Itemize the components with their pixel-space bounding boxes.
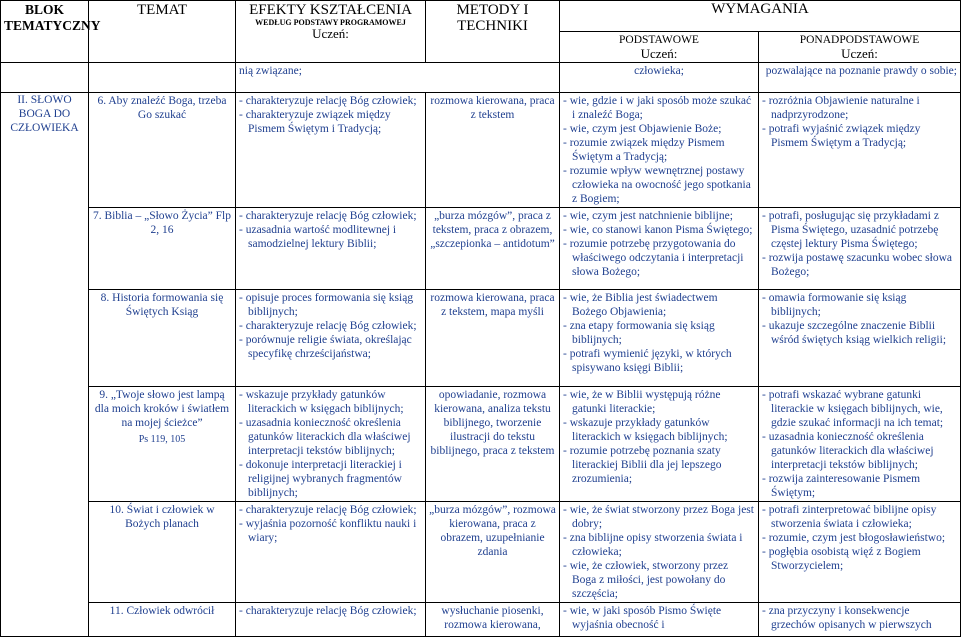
metody-cell [426, 387, 560, 502]
topic-cell [89, 387, 236, 502]
header-efekty-title: EFEKTY KSZTAŁCENIA [249, 2, 412, 18]
metody-cell [426, 208, 560, 290]
cont-ponad [759, 63, 961, 93]
list-item: - wie, że człowiek, stworzony przez Boga z miłości, jest powołany do szczęścia; [563, 559, 755, 601]
list-item: - potrafi wymienić języki, w których spisywano księgi Biblii; [563, 347, 755, 375]
podstawowe-cell [560, 502, 759, 603]
table-row [1, 603, 961, 637]
list-item: - uzasadnia konieczność określenia gatunków literackich dla właściwej interpretacji tekstów biblijnych; [239, 416, 422, 458]
continuation-row [1, 63, 961, 93]
list-item: - rozwija postawę szacunku wobec słowa Bożego; [762, 251, 957, 279]
metody-text: opowiadanie, rozmowa kierowana, analiza tekstu biblijnego, tworzenie ilustracji do tekstu biblijnego, praca z tekstem [430, 389, 555, 457]
efekty-cell [236, 290, 426, 387]
list-item: - charakteryzuje relację Bóg człowiek; [239, 503, 422, 517]
topic-title: 7. Biblia – „Słowo Życia” Flp 2, 16 [93, 210, 231, 236]
list-item: - rozumie związek między Pismem Świętym a Tradycją; [563, 136, 755, 164]
list-item: - potrafi, posługując się przykładami z Pisma Świętego, uzasadnić potrzebę częstej lektury Pisma Świętego; [762, 209, 957, 251]
list-item: - charakteryzuje relację Bóg człowiek; [239, 209, 422, 223]
list-item: - charakteryzuje związek między Pismem Świętym i Tradycją; [239, 108, 422, 136]
efekty-cell [236, 208, 426, 290]
list-item: - potrafi wskazać wybrane gatunki literackie w księgach biblijnych, wie, gdzie szukać informacji na ich temat; [762, 388, 957, 430]
header-row [1, 1, 961, 32]
list-item: - potrafi zinterpretować biblijne opisy stworzenia świata i człowieka; [762, 503, 957, 531]
podstawowe-cell [560, 603, 759, 637]
podstawowe-cell [560, 208, 759, 290]
header-podstawowe-uczen: Uczeń: [640, 46, 678, 61]
list-item: - wie, czym jest natchnienie biblijne; [563, 209, 755, 223]
header-efekty-sub: WEDŁUG PODSTAWY PROGRAMOWEJ [255, 18, 406, 27]
list-item: - rozwija zainteresowanie Pismem Świętym; [762, 472, 957, 500]
list-item: - wie, gdzie i w jaki sposób może szukać i znaleźć Boga; [563, 94, 755, 122]
metody-cell [426, 603, 560, 637]
list-item: - wskazuje przykłady gatunków literackich w księgach biblijnych; [239, 388, 422, 416]
list-item: - zna przyczyny i konsekwencje grzechów opisanych w pierwszych [762, 604, 957, 632]
list-item: - rozumie, czym jest błogosławieństwo; [762, 531, 957, 545]
block-title-cell [1, 93, 89, 637]
list-item: - dokonuje interpretacji literackiej i religijnej wybranych fragmentów biblijnych; [239, 458, 422, 500]
table-row [1, 208, 961, 290]
list-item: - wie, że w Biblii występują różne gatunki literackie; [563, 388, 755, 416]
ponad-cell [759, 93, 961, 208]
list-item: - ukazuje szczególne znaczenie Biblii wśród świętych ksiąg wielkich religii; [762, 319, 957, 347]
header-blok-label: BLOK TEMATYCZNY [4, 2, 101, 33]
topic-title: 10. Świat i człowiek w Bożych planach [109, 504, 215, 530]
metody-text: wysłuchanie piosenki, rozmowa kierowana, [441, 605, 544, 631]
podstawowe-cell [560, 290, 759, 387]
block-title: II. SŁOWO BOGA DO CZŁOWIEKA [10, 94, 79, 134]
header-metody [426, 1, 560, 63]
list-item: - rozumie potrzebę poznania szaty literackiej Biblii dla jej lepszego zrozumienia; [563, 444, 755, 486]
metody-cell [426, 502, 560, 603]
topic-title: 6. Aby znaleźć Boga, trzeba Go szukać [97, 95, 227, 121]
list-item: - omawia formowanie się ksiąg biblijnych; [762, 291, 957, 319]
list-item: - charakteryzuje relację Bóg człowiek; [239, 94, 422, 108]
header-metody-label: METODY I TECHNIKI [456, 2, 529, 34]
list-item: - rozumie potrzebę przygotowania do właściwego odczytania i interpretacji słowa Bożego; [563, 237, 755, 279]
ponad-cell [759, 290, 961, 387]
list-item: - wie, co stanowi kanon Pisma Świętego; [563, 223, 755, 237]
list-item: - uzasadnia wartość modlitewnej i samodzielnej lektury Biblii; [239, 223, 422, 251]
cont-podstawowe-text: człowieka; [634, 65, 684, 77]
header-podstawowe [560, 32, 759, 63]
list-item: - wie, że świat stworzony przez Boga jest dobry; [563, 503, 755, 531]
efekty-cell [236, 93, 426, 208]
list-item: - wyjaśnia pozorność konfliktu nauki i wiary; [239, 517, 422, 545]
table-row [1, 387, 961, 502]
list-item: - rozróżnia Objawienie naturalne i nadprzyrodzone; [762, 94, 957, 122]
efekty-cell [236, 387, 426, 502]
header-efekty-uczen: Uczeń: [312, 26, 349, 41]
list-item: - wie, czym jest Objawienie Boże; [563, 122, 755, 136]
ponad-cell [759, 603, 961, 637]
topic-cell [89, 290, 236, 387]
table-row [1, 290, 961, 387]
podstawowe-cell [560, 387, 759, 502]
topic-cell [89, 502, 236, 603]
list-item: - zna biblijne opisy stworzenia świata i człowieka; [563, 531, 755, 559]
header-blok [1, 1, 101, 63]
list-item: - charakteryzuje relację Bóg człowiek; [239, 604, 422, 618]
list-item: - rozumie wpływ wewnętrznej postawy człowieka na owocność jego spotkania z Bogiem; [563, 164, 755, 206]
cont-efekty [236, 63, 560, 93]
header-podstawowe-label: PODSTAWOWE [619, 34, 699, 46]
header-temat-label: TEMAT [137, 2, 187, 18]
list-item: - porównuje religie świata, określając specyfikę chrześcijaństwa; [239, 333, 422, 361]
list-item: - wie, w jaki sposób Pismo Święte wyjaśnia obecność i [563, 604, 755, 632]
topic-title: 8. Historia formowania się Świętych Ksiąg [100, 292, 224, 318]
list-item: - wskazuje przykłady gatunków literackich w księgach biblijnych; [563, 416, 755, 444]
table-row [1, 93, 961, 208]
header-wymagania [560, 1, 961, 32]
metody-text: rozmowa kierowana, praca z tekstem [430, 95, 555, 121]
header-ponadpodstawowe-label: PONADPODSTAWOWE [799, 34, 920, 46]
cont-efekty-text: nią związane; [239, 65, 302, 77]
cont-empty-temat [89, 63, 236, 93]
topic-reference: Ps 119, 105 [138, 434, 186, 445]
list-item: - wie, że Biblia jest świadectwem Bożego Objawienia; [563, 291, 755, 319]
podstawowe-cell [560, 93, 759, 208]
efekty-cell [236, 603, 426, 637]
ponad-cell [759, 208, 961, 290]
header-efekty [236, 1, 426, 63]
list-item: - charakteryzuje relację Bóg człowiek; [239, 319, 422, 333]
header-ponadpodstawowe [759, 32, 961, 63]
metody-text: „burza mózgów”, praca z tekstem, praca z obrazem, „szczepionka – antidotum” [430, 210, 555, 250]
metody-text: rozmowa kierowana, praca z tekstem, mapa myśli [430, 292, 555, 318]
cont-ponad-text: pozwalające na poznanie prawdy o sobie; [765, 65, 957, 77]
ponad-cell [759, 387, 961, 502]
topic-title: 9. „Twoje słowo jest lampą dla moich kroków i światłem na mojej ścieżce” [94, 389, 230, 429]
list-item: - pogłębia osobistą więź z Bogiem Stworzycielem; [762, 545, 957, 573]
topic-title: 11. Człowiek odwrócił [109, 605, 215, 617]
topic-cell [89, 603, 236, 637]
cont-empty-blok [1, 63, 89, 93]
topic-cell [89, 208, 236, 290]
table-row [1, 502, 961, 603]
list-item: - potrafi wyjaśnić związek między Pismem Świętym a Tradycją; [762, 122, 957, 150]
metody-cell [426, 290, 560, 387]
metody-text: „burza mózgów”, rozmowa kierowana, praca z obrazem, uzupełnianie zdania [429, 504, 556, 558]
efekty-cell [236, 502, 426, 603]
metody-cell [426, 93, 560, 208]
topic-cell [89, 93, 236, 208]
header-wymagania-label: WYMAGANIA [711, 1, 809, 17]
ponad-cell [759, 502, 961, 603]
cont-podstawowe [560, 63, 759, 93]
header-temat [89, 1, 236, 63]
list-item: - zna etapy formowania się ksiąg biblijnych; [563, 319, 755, 347]
list-item: - opisuje proces formowania się ksiąg biblijnych; [239, 291, 422, 319]
header-ponadpodstawowe-uczen: Uczeń: [841, 46, 878, 61]
list-item: - uzasadnia konieczność określenia gatunków literackich dla właściwej interpretacji tekstów biblijnych; [762, 430, 957, 472]
